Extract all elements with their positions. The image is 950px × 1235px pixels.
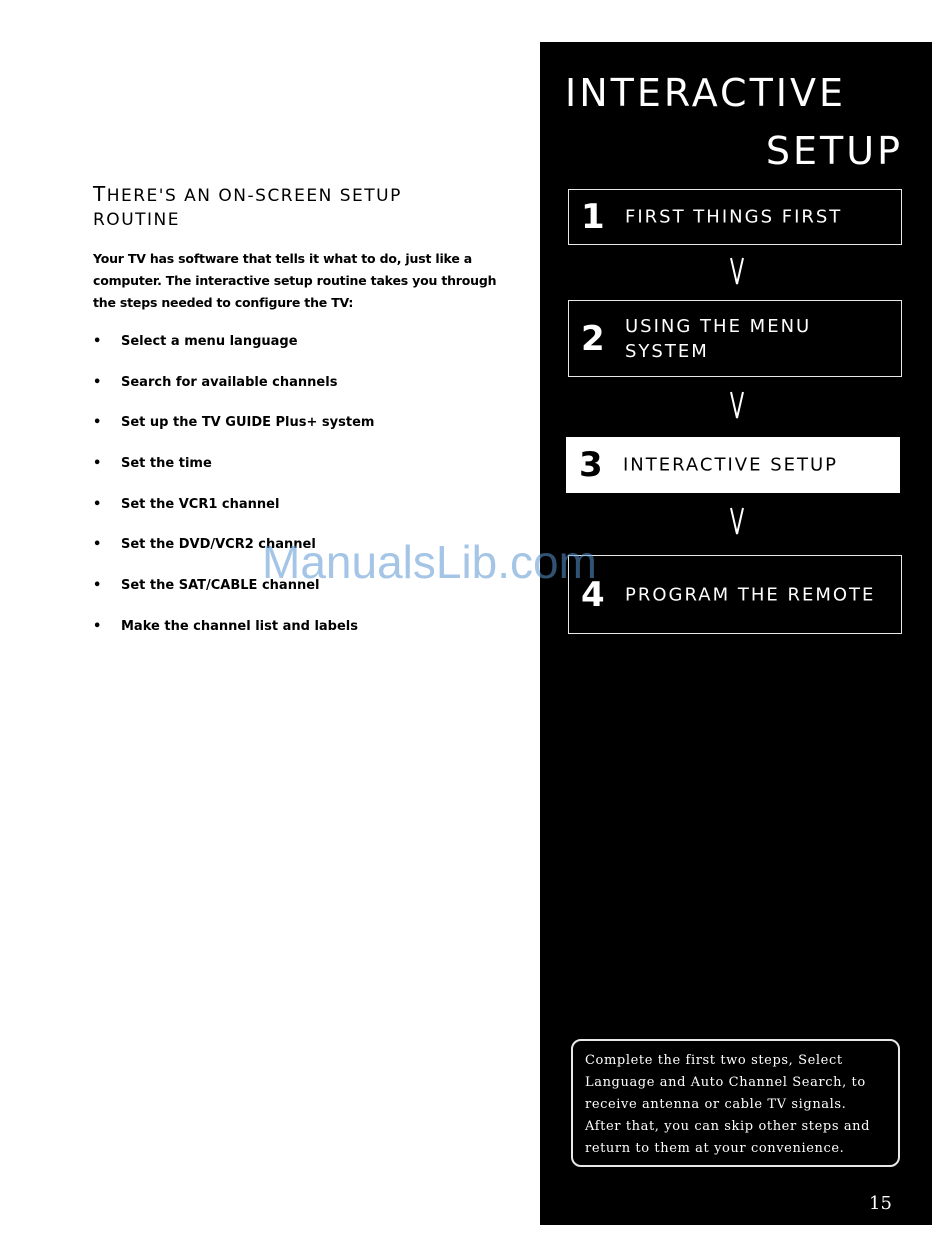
flow-step-3 [566,437,900,493]
flow-step-2 [568,300,902,377]
bullet-icon: • [93,537,102,553]
down-arrow-icon [730,506,744,536]
list-item-text: Set the SAT/CABLE channel [121,578,320,594]
down-arrow-icon [730,390,744,420]
bullet-icon: • [93,496,102,512]
list-item [93,495,374,536]
bullet-icon: • [93,456,102,472]
bullet-icon: • [93,415,102,431]
step-label: FIRST THINGS FIRST [625,206,843,228]
bullet-icon: • [93,334,102,349]
list-item-text: Set the DVD/VCR2 channel [121,537,316,553]
list-item [93,373,374,414]
list-item-text: Search for available channels [121,374,338,390]
down-arrow-icon [730,256,744,286]
flow-step-1 [568,189,902,245]
list-item-text: Set up the TV GUIDE Plus+ system [121,415,375,431]
list-item [93,332,374,373]
list-item-text: Set the VCR1 channel [121,496,280,512]
intro-paragraph: Your TV has software that tells it what to do, just like a computer. The interactive setup routine takes you through the steps needed to configure the TV: [93,251,497,310]
panel-title [565,64,903,180]
panel-title-line2: SETUP [765,129,903,173]
list-item [93,454,374,495]
panel-title-line1: INTERACTIVE [565,71,847,115]
list-item [93,617,374,658]
list-item-text: Select a menu language [121,334,298,349]
bullet-icon: • [93,578,102,594]
step-label: USING THE MENU SYSTEM [625,315,812,362]
section-heading: THERE'S AN ON-SCREEN SETUP ROUTINE [93,182,402,230]
step-number: 2 [581,318,605,359]
list-item-text: Set the time [121,456,212,472]
list-item [93,413,374,454]
step-number: 3 [579,445,603,485]
list-item-text: Make the channel list and labels [121,618,358,634]
page-number: 15 [869,1193,892,1214]
bullet-icon: • [93,374,102,390]
watermark: ManualsLib.com [262,536,597,588]
step-label: INTERACTIVE SETUP [623,454,839,476]
setup-steps-list [93,332,374,658]
flow-step-4 [568,555,902,634]
bullet-icon: • [93,618,102,634]
step-number: 4 [581,574,605,615]
step-number: 1 [581,197,605,237]
note-text: Complete the first two steps, Select Language and Auto Channel Search, to receive antenna or cable TV signals. After that, you can skip other steps and return to them at your convenience. [585,1053,871,1156]
note-box [571,1039,900,1167]
step-label: PROGRAM THE REMOTE [625,584,876,605]
